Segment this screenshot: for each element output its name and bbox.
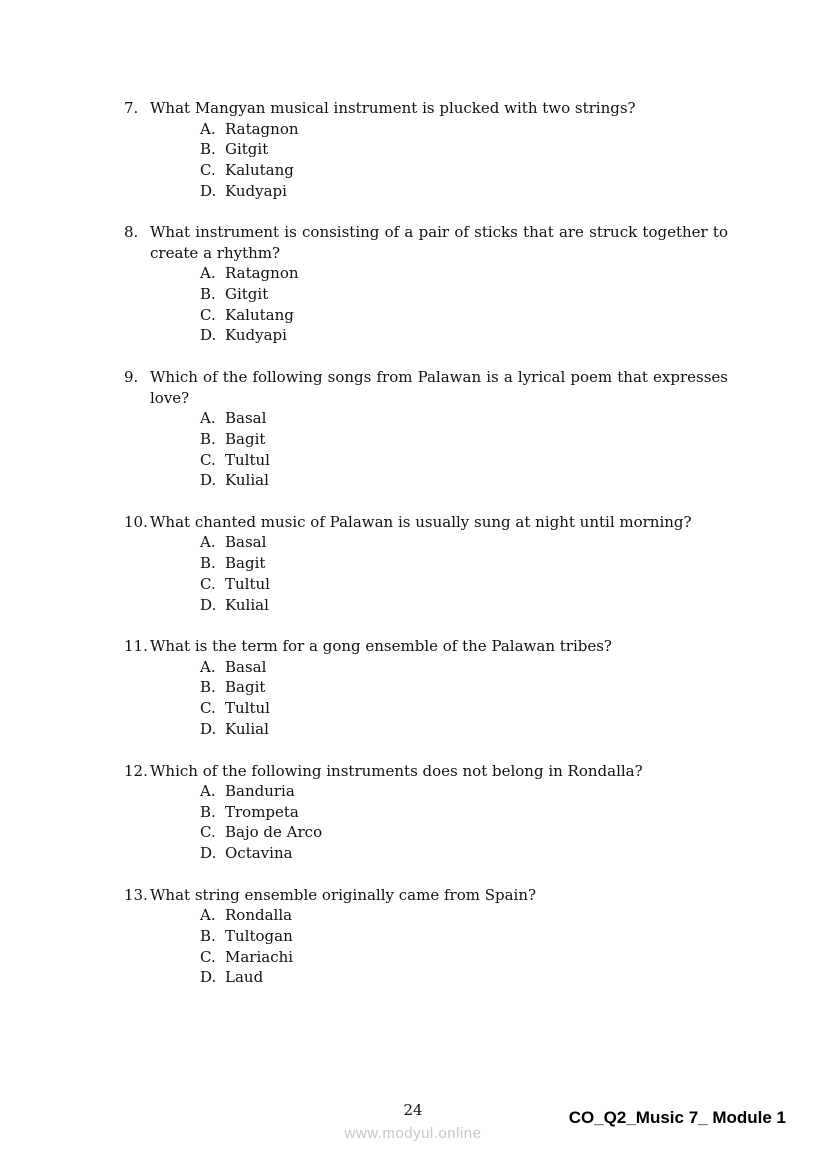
- option-text: Kulial: [225, 471, 269, 490]
- option-text: Kudyapi: [225, 181, 287, 200]
- option-item: [200, 305, 728, 326]
- option-item: [200, 263, 728, 284]
- option-text: Kalutang: [225, 305, 294, 324]
- option-letter: B.: [200, 429, 216, 448]
- option-item: [200, 802, 728, 823]
- option-item: [200, 532, 728, 553]
- question-text: [124, 367, 728, 408]
- option-text: Bagit: [225, 554, 266, 573]
- option-letter: A.: [200, 906, 216, 925]
- option-text: Basal: [225, 409, 267, 428]
- option-letter: C.: [200, 305, 216, 324]
- option-letter: D.: [200, 181, 217, 200]
- option-item: [200, 595, 728, 616]
- question-item: [124, 222, 728, 346]
- option-item: [200, 160, 728, 181]
- option-text: Basal: [225, 657, 267, 676]
- option-text: Tultul: [225, 450, 270, 469]
- question-text: [124, 222, 728, 263]
- question-number: 8.: [124, 223, 139, 242]
- question-item: [124, 636, 728, 739]
- option-list: [124, 532, 728, 615]
- question-number: 12.: [124, 761, 148, 780]
- option-letter: A.: [200, 657, 216, 676]
- option-text: Mariachi: [225, 947, 294, 966]
- question-item: [124, 367, 728, 491]
- option-text: Ratagnon: [225, 264, 299, 283]
- option-text: Kalutang: [225, 160, 294, 179]
- option-text: Gitgit: [225, 140, 269, 159]
- option-list: [124, 905, 728, 988]
- question-text: [124, 761, 728, 782]
- option-text: Trompeta: [225, 802, 299, 821]
- option-text: Tultul: [225, 699, 270, 718]
- option-text: Laud: [225, 968, 264, 987]
- option-letter: D.: [200, 471, 217, 490]
- option-letter: D.: [200, 719, 217, 738]
- option-item: [200, 181, 728, 202]
- option-item: [200, 905, 728, 926]
- option-letter: D.: [200, 844, 217, 863]
- option-text: Kulial: [225, 595, 269, 614]
- option-letter: A.: [200, 409, 216, 428]
- option-text: Ratagnon: [225, 119, 299, 138]
- option-letter: B.: [200, 927, 216, 946]
- question-prompt: Which of the following songs from Palawan is a lyrical poem that expresses love?: [150, 368, 728, 407]
- option-text: Tultogan: [225, 927, 293, 946]
- option-letter: B.: [200, 285, 216, 304]
- option-item: [200, 947, 728, 968]
- question-number: 7.: [124, 99, 139, 117]
- option-letter: C.: [200, 699, 216, 718]
- option-letter: C.: [200, 160, 216, 179]
- option-item: [200, 119, 728, 140]
- option-letter: A.: [200, 533, 216, 552]
- option-list: [124, 781, 728, 864]
- question-prompt: What chanted music of Palawan is usually sung at night until morning?: [150, 512, 692, 531]
- option-letter: D.: [200, 595, 217, 614]
- option-letter: A.: [200, 782, 216, 801]
- option-letter: C.: [200, 574, 216, 593]
- option-text: Basal: [225, 533, 267, 552]
- module-code-footer: CO_Q2_Music 7_ Module 1: [568, 1108, 786, 1127]
- option-text: Gitgit: [225, 285, 269, 304]
- option-letter: B.: [200, 554, 216, 573]
- question-item: [124, 512, 728, 615]
- option-letter: B.: [200, 802, 216, 821]
- question-text: [124, 98, 728, 119]
- option-item: [200, 781, 728, 802]
- option-item: [200, 719, 728, 740]
- option-text: Kulial: [225, 719, 269, 738]
- question-prompt: What string ensemble originally came from Spain?: [150, 885, 537, 904]
- question-text: [124, 885, 728, 906]
- option-item: [200, 967, 728, 988]
- page-number: 24: [403, 1101, 423, 1119]
- option-letter: B.: [200, 140, 216, 159]
- option-text: Kudyapi: [225, 326, 287, 345]
- option-list: [124, 408, 728, 491]
- option-item: [200, 408, 728, 429]
- question-text: [124, 636, 728, 657]
- option-text: Octavina: [225, 844, 293, 863]
- question-prompt: What is the term for a gong ensemble of the Palawan tribes?: [150, 637, 612, 656]
- option-text: Bagit: [225, 678, 266, 697]
- question-number: 11.: [124, 637, 148, 656]
- option-letter: D.: [200, 968, 217, 987]
- option-text: Bagit: [225, 429, 266, 448]
- option-text: Rondalla: [225, 906, 293, 925]
- option-item: [200, 822, 728, 843]
- option-item: [200, 553, 728, 574]
- option-letter: A.: [200, 119, 216, 138]
- watermark: www.modyul.online: [344, 1125, 482, 1142]
- option-list: [124, 263, 728, 346]
- option-text: Banduria: [225, 782, 295, 801]
- question-item: [124, 885, 728, 988]
- question-number: 10.: [124, 512, 148, 531]
- option-text: Bajo de Arco: [225, 823, 323, 842]
- question-item: [124, 761, 728, 864]
- option-item: [200, 429, 728, 450]
- question-prompt: What instrument is consisting of a pair of sticks that are struck together to create a rhythm?: [150, 223, 728, 262]
- option-item: [200, 574, 728, 595]
- option-item: [200, 139, 728, 160]
- option-letter: A.: [200, 264, 216, 283]
- option-letter: C.: [200, 823, 216, 842]
- option-list: [124, 119, 728, 202]
- option-list: [124, 657, 728, 740]
- option-letter: B.: [200, 678, 216, 697]
- option-item: [200, 284, 728, 305]
- option-item: [200, 450, 728, 471]
- option-item: [200, 657, 728, 678]
- question-list: [124, 98, 728, 1009]
- question-prompt: Which of the following instruments does not belong in Rondalla?: [150, 761, 643, 780]
- option-item: [200, 470, 728, 491]
- option-letter: C.: [200, 947, 216, 966]
- option-letter: D.: [200, 326, 217, 345]
- option-text: Tultul: [225, 574, 270, 593]
- option-item: [200, 325, 728, 346]
- question-number: 9.: [124, 368, 139, 387]
- option-item: [200, 843, 728, 864]
- question-prompt: What Mangyan musical instrument is plucked with two strings?: [150, 99, 636, 117]
- option-item: [200, 926, 728, 947]
- option-item: [200, 677, 728, 698]
- question-item: [124, 98, 728, 201]
- option-letter: C.: [200, 450, 216, 469]
- option-item: [200, 698, 728, 719]
- question-number: 13.: [124, 885, 148, 904]
- question-text: [124, 512, 728, 533]
